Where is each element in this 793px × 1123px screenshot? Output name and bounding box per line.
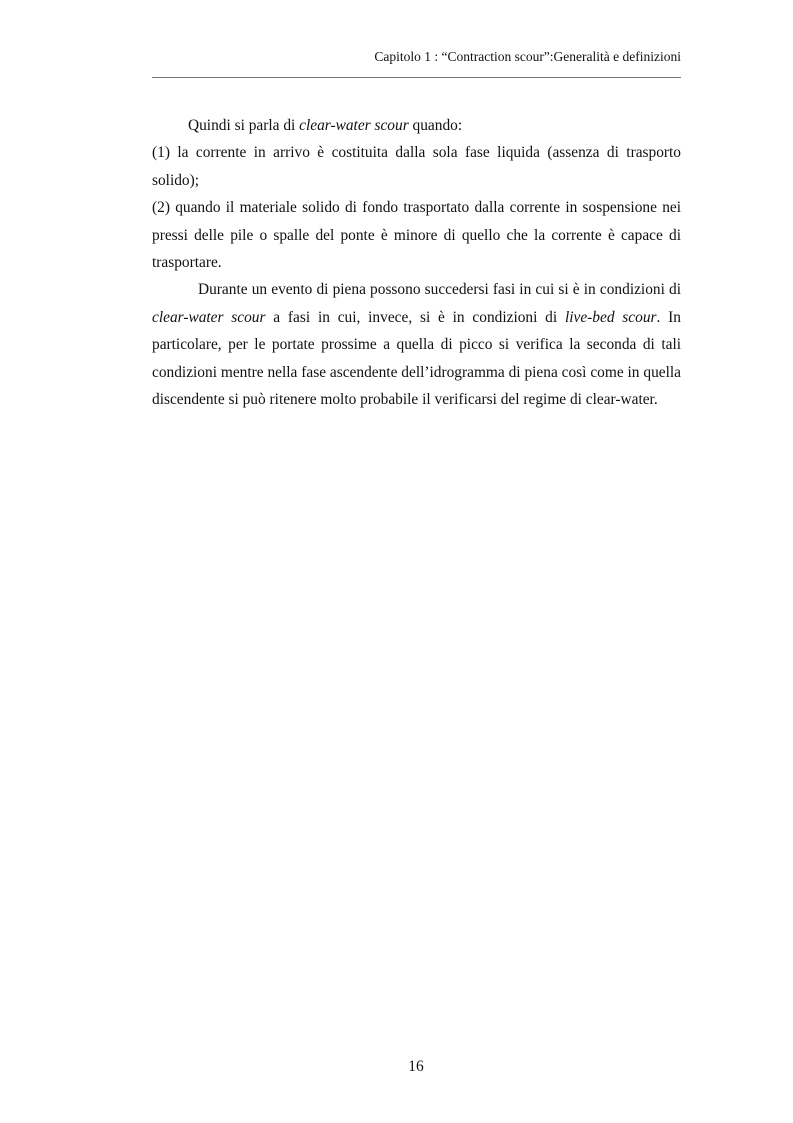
header-divider — [152, 77, 681, 78]
page-number: 16 — [408, 1058, 424, 1075]
intro-text: Quindi si parla di — [188, 117, 300, 134]
term-live-bed-scour: live-bed scour — [564, 308, 657, 326]
flood-text-2: a fasi in cui, invece, si è in condizioni di — [265, 308, 565, 326]
flood-text-1: Durante un evento di piena possono succedersi fasi in cui si è in condizioni di — [198, 281, 681, 299]
intro-text-end: quando: — [408, 117, 463, 134]
flood-text-3: . In particolare, per le portate prossime a quella di picco si verifica la seconda di tali condizioni mentre nella fase ascendente dell’idrogramma di piena così come in quella discendente si può ritenere molto probabile il verificarsi del regime di clear-water. — [152, 308, 681, 409]
term-clear-water-scour: clear-water scour — [299, 117, 409, 134]
condition-item-1: (1) la corrente in arrivo è costituita dalla sola fase liquida (assenza di trasporto solido); — [152, 144, 681, 189]
running-header: Capitolo 1 : “Contraction scour”:Generalità e definizioni — [374, 49, 681, 64]
paragraph-intro — [152, 112, 681, 139]
condition-item-2: (2) quando il materiale solido di fondo trasportato dalla corrente in sospensione nei pressi delle pile o spalle del ponte è minore di quello che la corrente è capace di trasportare. — [152, 199, 681, 272]
body-text — [152, 112, 681, 413]
paragraph-flood-event — [152, 276, 681, 413]
term-clear-water-scour-2: clear-water scour — [152, 308, 266, 326]
